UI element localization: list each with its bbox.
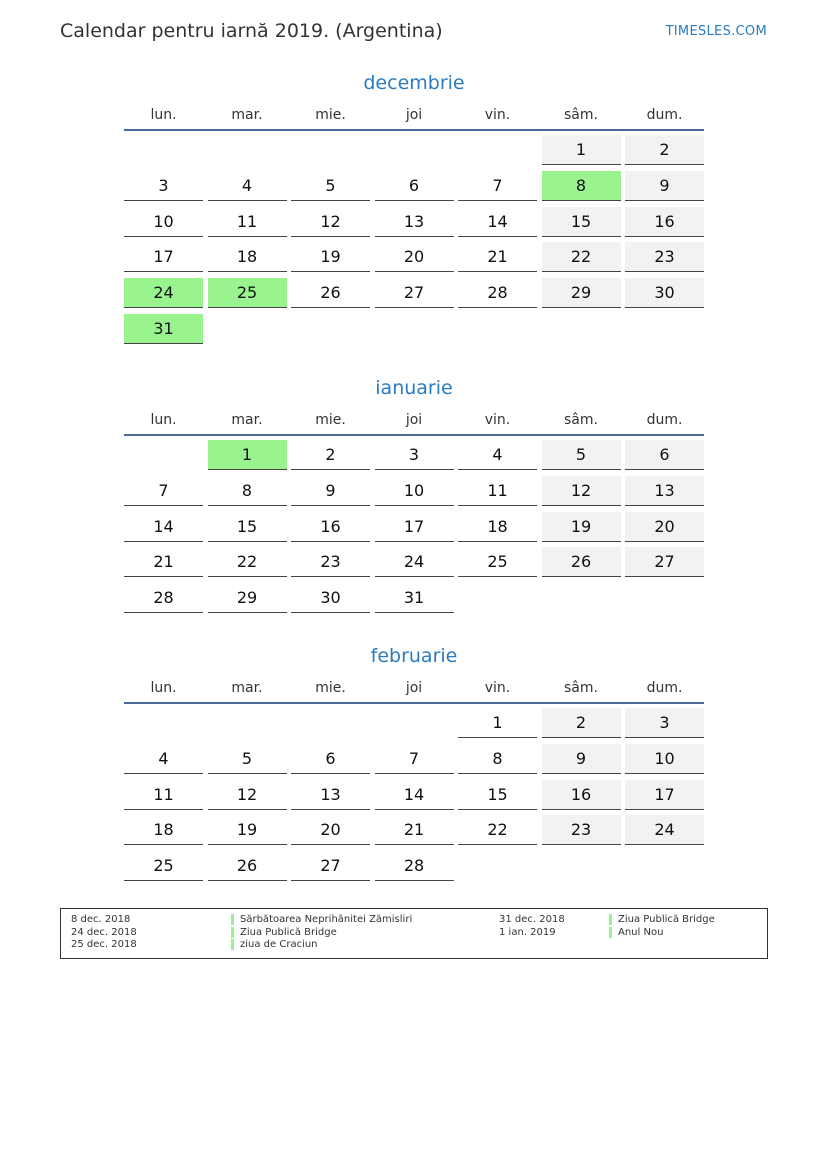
legend-date: 25 dec. 2018 [71, 939, 137, 950]
day-cell: 8 [458, 744, 537, 774]
weekday-label: dum. [646, 680, 683, 696]
day-cell: 14 [124, 512, 203, 542]
holiday-legend [60, 908, 768, 959]
day-cell: 16 [625, 207, 704, 237]
weekday-label: mar. [231, 107, 263, 123]
legend-holiday-name: Anul Nou [609, 927, 663, 938]
day-cell: 3 [375, 440, 454, 470]
legend-holiday-name: Ziua Publică Bridge [609, 914, 715, 925]
day-cell: 12 [542, 476, 621, 506]
day-cell: 30 [291, 583, 370, 613]
day-cell: 7 [124, 476, 203, 506]
day-cell: 18 [124, 815, 203, 845]
weekday-label: vin. [484, 680, 511, 696]
header-divider [124, 434, 704, 436]
weekday-label: sâm. [564, 412, 598, 428]
day-cell: 28 [458, 278, 537, 308]
legend-holiday-name: Ziua Publică Bridge [231, 927, 337, 938]
day-cell: 10 [375, 476, 454, 506]
weekday-label: lun. [150, 412, 177, 428]
day-cell: 17 [124, 242, 203, 272]
day-cell: 17 [625, 780, 704, 810]
day-cell: 13 [375, 207, 454, 237]
weekday-label: mar. [231, 412, 263, 428]
legend-holiday-name: Sărbătoarea Neprihănitei Zămisliri [231, 914, 412, 925]
legend-date: 8 dec. 2018 [71, 914, 131, 925]
day-cell: 27 [625, 547, 704, 577]
day-cell: 15 [458, 780, 537, 810]
day-cell: 5 [291, 171, 370, 201]
day-cell: 6 [291, 744, 370, 774]
day-cell: 15 [208, 512, 287, 542]
legend-date: 1 ian. 2019 [499, 926, 556, 938]
weekday-label: vin. [484, 107, 511, 123]
day-cell: 22 [208, 547, 287, 577]
day-cell: 9 [625, 171, 704, 201]
day-cell: 26 [208, 851, 287, 881]
weekday-label: lun. [150, 107, 177, 123]
holiday-day-cell: 31 [124, 314, 203, 344]
weekday-label: mie. [315, 107, 346, 123]
day-cell: 18 [208, 242, 287, 272]
day-cell: 23 [291, 547, 370, 577]
day-cell: 22 [542, 242, 621, 272]
weekday-label: lun. [150, 680, 177, 696]
day-cell: 25 [124, 851, 203, 881]
day-cell: 13 [291, 780, 370, 810]
day-cell: 25 [458, 547, 537, 577]
holiday-day-cell: 8 [542, 171, 621, 201]
day-cell: 27 [291, 851, 370, 881]
day-cell: 20 [625, 512, 704, 542]
day-cell: 5 [208, 744, 287, 774]
day-cell: 24 [625, 815, 704, 845]
day-cell: 6 [375, 171, 454, 201]
header-divider [124, 702, 704, 704]
day-cell: 17 [375, 512, 454, 542]
day-cell: 7 [375, 744, 454, 774]
legend-date: 24 dec. 2018 [71, 926, 137, 938]
day-cell: 8 [208, 476, 287, 506]
day-cell: 3 [625, 708, 704, 738]
weekday-header [124, 404, 704, 436]
weekday-label: joi [405, 107, 423, 123]
legend-date: 31 dec. 2018 [499, 914, 565, 925]
month-february [124, 643, 704, 876]
day-cell: 7 [458, 171, 537, 201]
month-name: februarie [370, 645, 458, 667]
day-cell: 16 [291, 512, 370, 542]
day-cell: 4 [458, 440, 537, 470]
legend-holiday-name: ziua de Craciun [231, 939, 318, 950]
weekday-label: joi [405, 412, 423, 428]
day-cell: 29 [542, 278, 621, 308]
day-cell: 23 [625, 242, 704, 272]
weekday-header [124, 99, 704, 131]
day-cell: 14 [458, 207, 537, 237]
day-cell: 28 [375, 851, 454, 881]
day-cell: 24 [375, 547, 454, 577]
weekday-label: vin. [484, 412, 511, 428]
weekday-label: sâm. [564, 107, 598, 123]
day-cell: 21 [124, 547, 203, 577]
day-cell: 12 [291, 207, 370, 237]
day-cell: 11 [124, 780, 203, 810]
day-cell: 11 [208, 207, 287, 237]
weekday-label: mie. [315, 412, 346, 428]
weekday-label: joi [405, 680, 423, 696]
day-cell: 2 [542, 708, 621, 738]
day-cell: 28 [124, 583, 203, 613]
day-cell: 4 [208, 171, 287, 201]
day-cell: 14 [375, 780, 454, 810]
day-cell: 9 [291, 476, 370, 506]
day-cell: 19 [208, 815, 287, 845]
weekday-label: sâm. [564, 680, 598, 696]
day-cell: 16 [542, 780, 621, 810]
brand-logo[interactable]: TIMESLES.COM [665, 24, 767, 39]
day-cell: 2 [291, 440, 370, 470]
day-cell: 9 [542, 744, 621, 774]
weekday-label: mie. [315, 680, 346, 696]
day-cell: 5 [542, 440, 621, 470]
day-cell: 30 [625, 278, 704, 308]
weekday-label: mar. [231, 680, 263, 696]
day-cell: 19 [291, 242, 370, 272]
day-cell: 3 [124, 171, 203, 201]
day-cell: 13 [625, 476, 704, 506]
day-cell: 21 [375, 815, 454, 845]
day-cell: 6 [625, 440, 704, 470]
day-cell: 29 [208, 583, 287, 613]
day-cell: 27 [375, 278, 454, 308]
day-cell: 15 [542, 207, 621, 237]
weekday-header [124, 672, 704, 704]
day-cell: 2 [625, 135, 704, 165]
header-divider [124, 129, 704, 131]
day-cell: 22 [458, 815, 537, 845]
day-cell: 10 [124, 207, 203, 237]
day-cell: 20 [375, 242, 454, 272]
day-cell: 26 [291, 278, 370, 308]
day-cell: 31 [375, 583, 454, 613]
day-cell: 1 [458, 708, 537, 738]
holiday-day-cell: 1 [208, 440, 287, 470]
month-december [124, 70, 704, 338]
day-cell: 1 [542, 135, 621, 165]
day-cell: 4 [124, 744, 203, 774]
month-name: decembrie [363, 72, 465, 94]
day-cell: 26 [542, 547, 621, 577]
day-cell: 12 [208, 780, 287, 810]
holiday-day-cell: 25 [208, 278, 287, 308]
holiday-day-cell: 24 [124, 278, 203, 308]
day-cell: 21 [458, 242, 537, 272]
day-cell: 10 [625, 744, 704, 774]
day-cell: 20 [291, 815, 370, 845]
month-january [124, 375, 704, 608]
day-cell: 11 [458, 476, 537, 506]
weekday-label: dum. [646, 412, 683, 428]
day-cell: 23 [542, 815, 621, 845]
month-name: ianuarie [375, 377, 453, 399]
day-cell: 19 [542, 512, 621, 542]
day-cell: 18 [458, 512, 537, 542]
weekday-label: dum. [646, 107, 683, 123]
page-title: Calendar pentru iarnă 2019. (Argentina) [60, 20, 443, 42]
